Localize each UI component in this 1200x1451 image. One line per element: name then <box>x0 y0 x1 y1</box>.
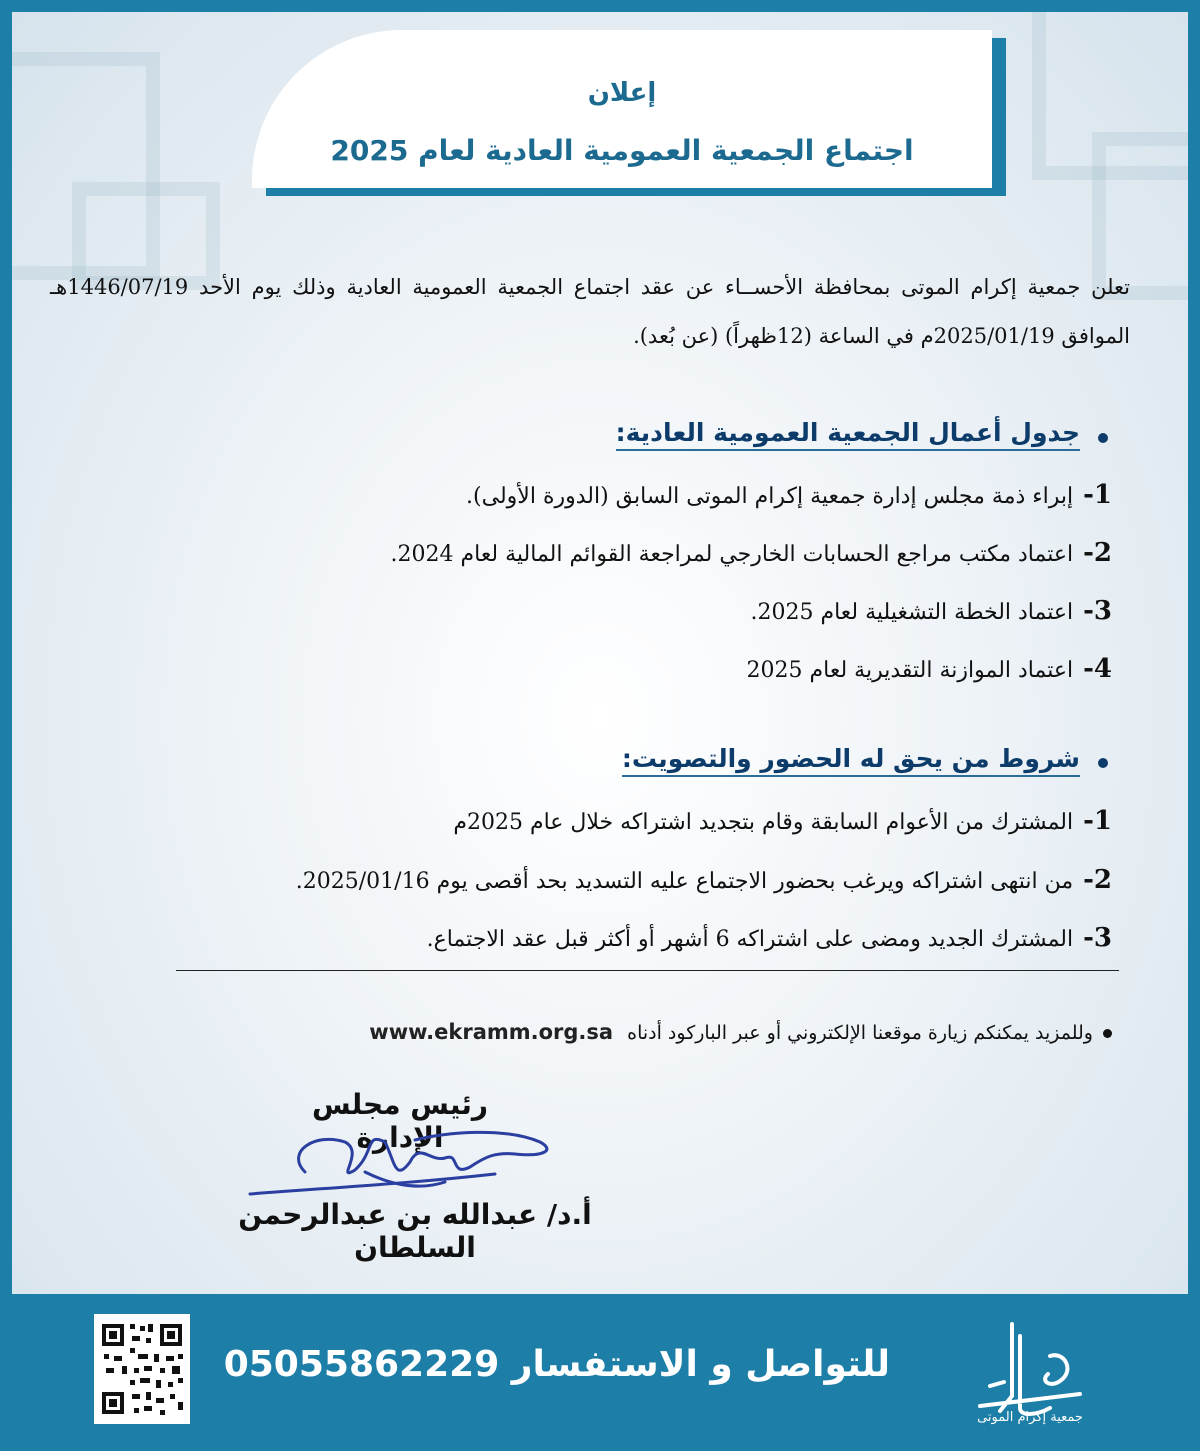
item-number: 4- <box>1083 654 1112 684</box>
signatory-name: أ.د/ عبدالله بن عبدالرحمن السلطان <box>238 1198 592 1264</box>
item-number: 2- <box>1083 865 1112 895</box>
item-text: اعتماد الموازنة التقديرية لعام 2025 <box>746 658 1074 683</box>
item-text: اعتماد الخطة التشغيلية لعام 2025. <box>750 600 1074 625</box>
item-text: إبراء ذمة مجلس إدارة جمعية إكرام الموتى السابق (الدورة الأولى). <box>466 484 1074 509</box>
item-text: المشترك الجديد ومضى على اشتراكه 6 أشهر أو أكثر قبل عقد الاجتماع. <box>426 927 1074 952</box>
handwritten-signature <box>245 1112 565 1202</box>
divider <box>176 970 1119 971</box>
agenda-item <box>747 654 1112 684</box>
agenda-item <box>750 596 1112 626</box>
qr-code-icon[interactable] <box>94 1314 190 1424</box>
condition-item <box>296 865 1112 895</box>
item-text: اعتماد مكتب مراجع الحسابات الخارجي لمراجعة القوائم المالية لعام 2024. <box>390 542 1074 567</box>
bullet-icon <box>1103 1029 1112 1038</box>
signatory-title: رئيس مجلس الإدارة <box>312 1088 488 1154</box>
announcement-label: إعلان <box>587 78 657 108</box>
item-text: من انتهى اشتراكه ويرغب بحضور الاجتماع عليه التسديد بحد أقصى يوم 2025/01/16. <box>295 869 1074 894</box>
content-panel <box>12 12 1188 1294</box>
website-link[interactable]: www.ekramm.org.sa <box>369 1020 614 1044</box>
condition-item <box>427 923 1112 953</box>
logo-caption: جمعية إكرام الموتى <box>977 1410 1083 1425</box>
item-number: 3- <box>1083 596 1112 626</box>
item-text: المشترك من الأعوام السابقة وقام بتجديد اشتراكه خلال عام 2025م <box>453 810 1074 835</box>
item-number: 1- <box>1083 806 1112 836</box>
more-info-text: وللمزيد يمكنكم زيارة موقعنا الإلكتروني أو عبر الباركود أدناه <box>627 1022 1093 1044</box>
item-number: 1- <box>1083 480 1112 510</box>
bullet-icon <box>1098 433 1108 443</box>
contact-line: للتواصل و الاستفسار 05055862229 <box>223 1344 890 1385</box>
condition-item <box>453 806 1112 836</box>
page-title: اجتماع الجمعية العمومية العادية لعام 2025 <box>330 134 914 167</box>
more-info <box>369 1020 1112 1044</box>
intro-paragraph: تعلن جمعية إكرام الموتى بمحافظة الأحســاء عن عقد اجتماع الجمعية العمومية العادية وذلك يوم الأحد 1446/07/19هـ الموافق 2025/01/19م في الساعة (12ظهراً) (عن بُعد). <box>50 275 1130 348</box>
agenda-item <box>391 538 1113 568</box>
item-number: 3- <box>1083 923 1112 953</box>
item-number: 2- <box>1083 538 1112 568</box>
header-banner <box>252 30 992 188</box>
conditions-title: شروط من يحق له الحضور والتصويت: <box>622 744 1080 777</box>
bullet-icon <box>1098 758 1108 768</box>
agenda-title: جدول أعمال الجمعية العمومية العادية: <box>616 418 1080 451</box>
agenda-item <box>466 480 1112 510</box>
